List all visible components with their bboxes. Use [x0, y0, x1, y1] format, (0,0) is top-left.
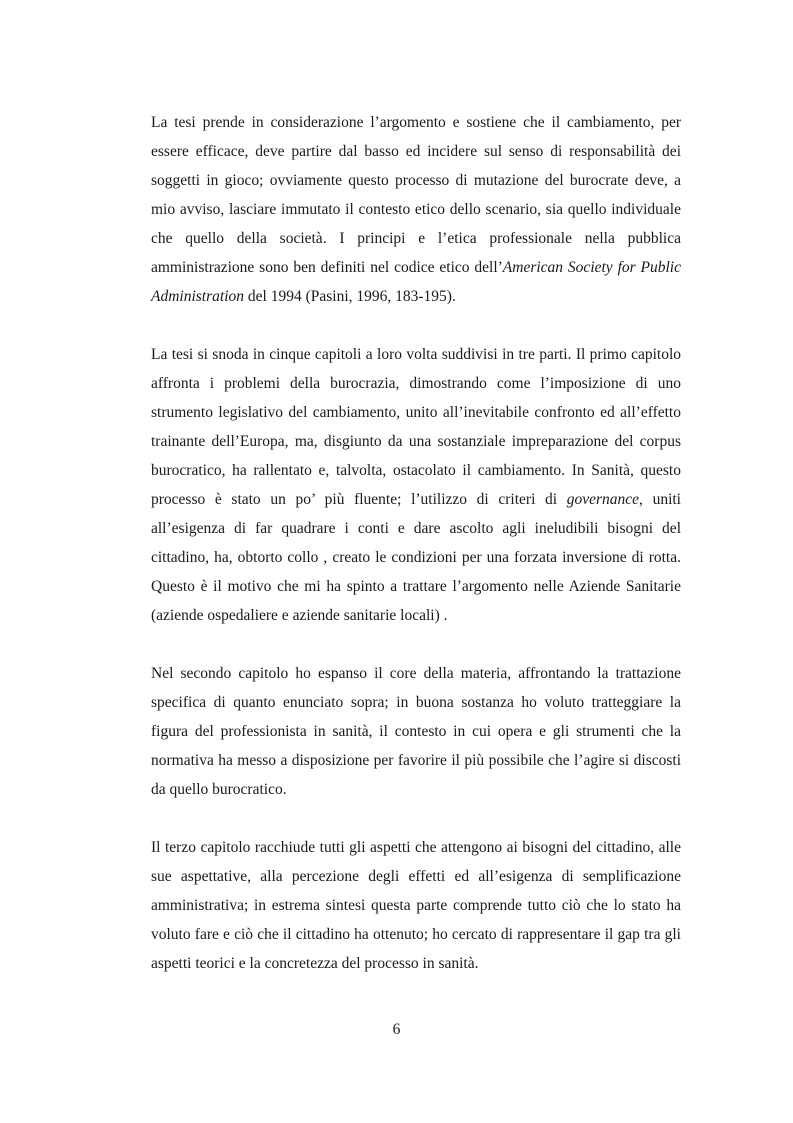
paragraph-3-text: Nel secondo capitolo ho espanso il core della materia, affrontando la trattazione specifica di quanto enunciato sopra; in buona sostanza ho voluto tratteggiare la figura del professionista in sanità, il contesto in cui opera e gli strumenti che la normativa ha messo a disposizione per favorire il più possibile che l’agire si discosti da quello burocratico. — [151, 665, 681, 798]
paragraph-2-text: La tesi si snoda in cinque capitoli a loro volta suddivisi in tre parti. Il primo capitolo affronta i problemi della burocrazia, dimostrando come l’imposizione di uno strumento legislativo del cambiamento, unito all’inevitabile confronto ed all’effetto trainante dell’Europa, ma, disgiunto da una sostanziale impreparazione del corpus burocratico, ha rallentato e, talvolta, ostacolato il cambiamento. In Sanità, questo processo è stato un po’ più fluente; l’utilizzo di criteri di — [151, 346, 681, 508]
paragraph-1-text: La tesi prende in considerazione l’argomento e sostiene che il cambiamento, per essere efficace, deve partire dal basso ed incidere sul senso di responsabilità dei soggetti in gioco; ovviamente questo processo di mutazione del burocrate deve, a mio avviso, lasciare immutato il contesto etico dello scenario, sia quello individuale che quello della società. I principi e l’etica professionale nella pubblica amministrazione sono ben definiti nel codice etico dell’ — [151, 114, 681, 276]
paragraph-2 — [151, 340, 681, 630]
paragraph-3 — [151, 659, 681, 804]
paragraph-2-text-end: , uniti all’esigenza di far quadrare i conti e dare ascolto agli ineludibili bisogni del cittadino, ha, obtorto collo , creato le condizioni per una forzata inversione di rotta. Questo è il motivo che mi ha spinto a trattare l’argomento nelle Aziende Sanitarie (aziende ospedaliere e aziende sanitarie locali) . — [151, 491, 681, 624]
paragraph-1-citation: del 1994 (Pasini, 1996, 183-195). — [244, 288, 456, 305]
paragraph-4-text: Il terzo capitolo racchiude tutti gli aspetti che attengono ai bisogni del cittadino, alle sue aspettative, alla percezione degli effetti ed all’esigenza di semplificazione amministrativa; in estrema sintesi questa parte comprende tutto ciò che lo stato ha voluto fare e ciò che il cittadino ha ottenuto; ho cercato di rappresentare il gap tra gli aspetti teorici e la concretezza del processo in sanità. — [151, 839, 681, 972]
society-name-italic: American Society for Public Administration — [151, 259, 681, 305]
paragraph-4 — [151, 833, 681, 978]
body-text — [151, 108, 681, 978]
governance-italic: governance — [566, 491, 640, 508]
paragraph-1 — [151, 108, 681, 311]
page-number: 6 — [392, 1021, 401, 1038]
